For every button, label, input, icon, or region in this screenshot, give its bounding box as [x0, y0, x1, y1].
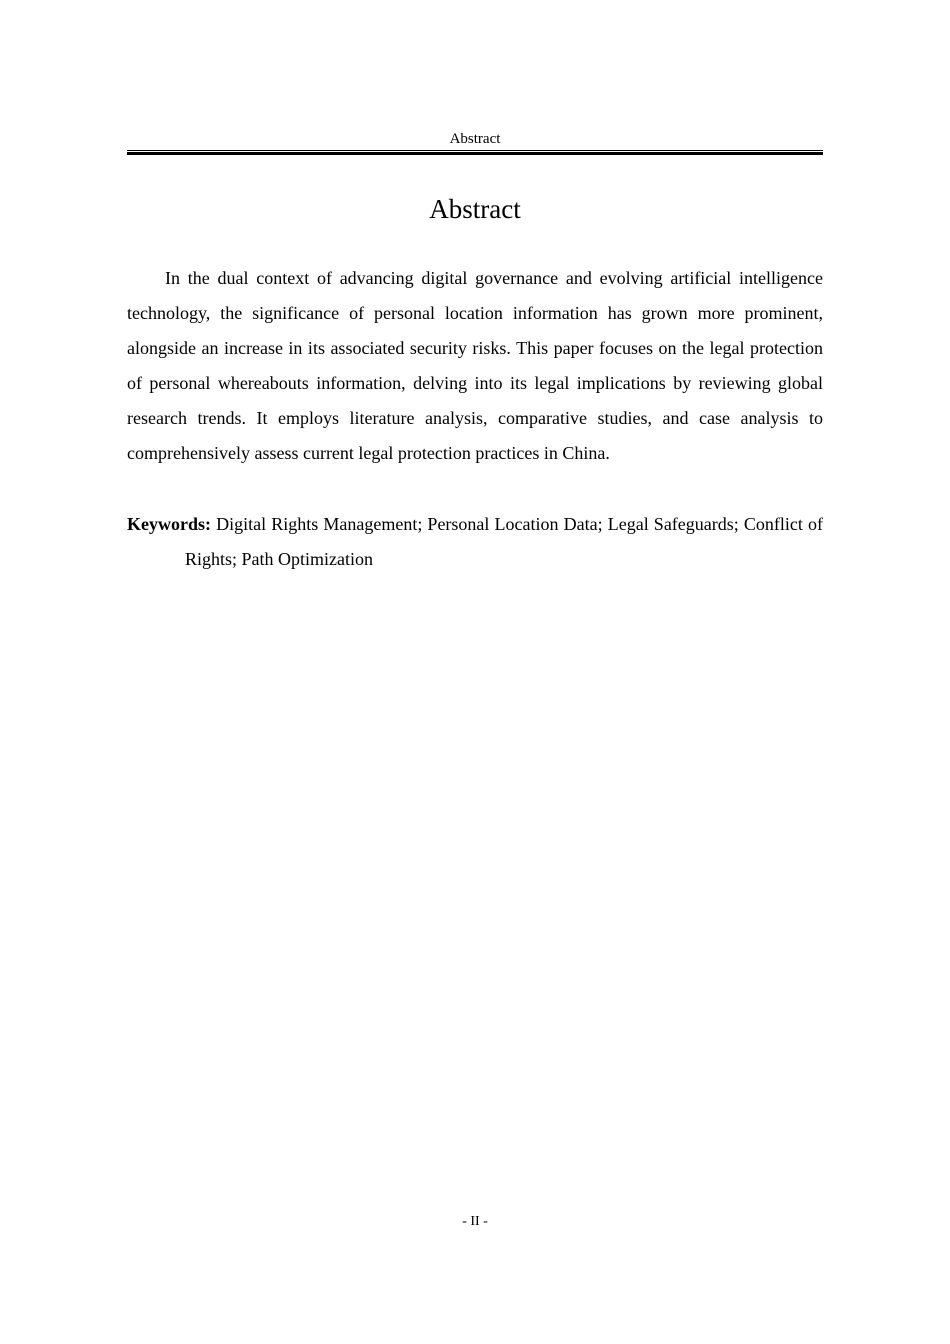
abstract-paragraph: In the dual context of advancing digital governance and evolving artificial intelligence technology, the significance of personal location information has grown more prominent, alongside an increase in its associated security risks. This paper focuses on the legal protection of personal whereabouts information, delving into its legal implications by reviewing global research trends. It employs literature analysis, comparative studies, and case analysis to comprehensively assess current legal protection practices in China.	[127, 268, 823, 463]
running-header: Abstract	[449, 131, 501, 147]
keywords-label: Keywords:	[127, 514, 211, 534]
header-rule	[127, 150, 823, 155]
page-title: Abstract	[429, 194, 521, 224]
keywords-text: Digital Rights Management; Personal Location Data; Legal Safeguards; Conflict of Rights; Path Optimization	[185, 514, 823, 569]
keywords-line	[127, 507, 823, 577]
page-number: - II -	[462, 1214, 488, 1229]
